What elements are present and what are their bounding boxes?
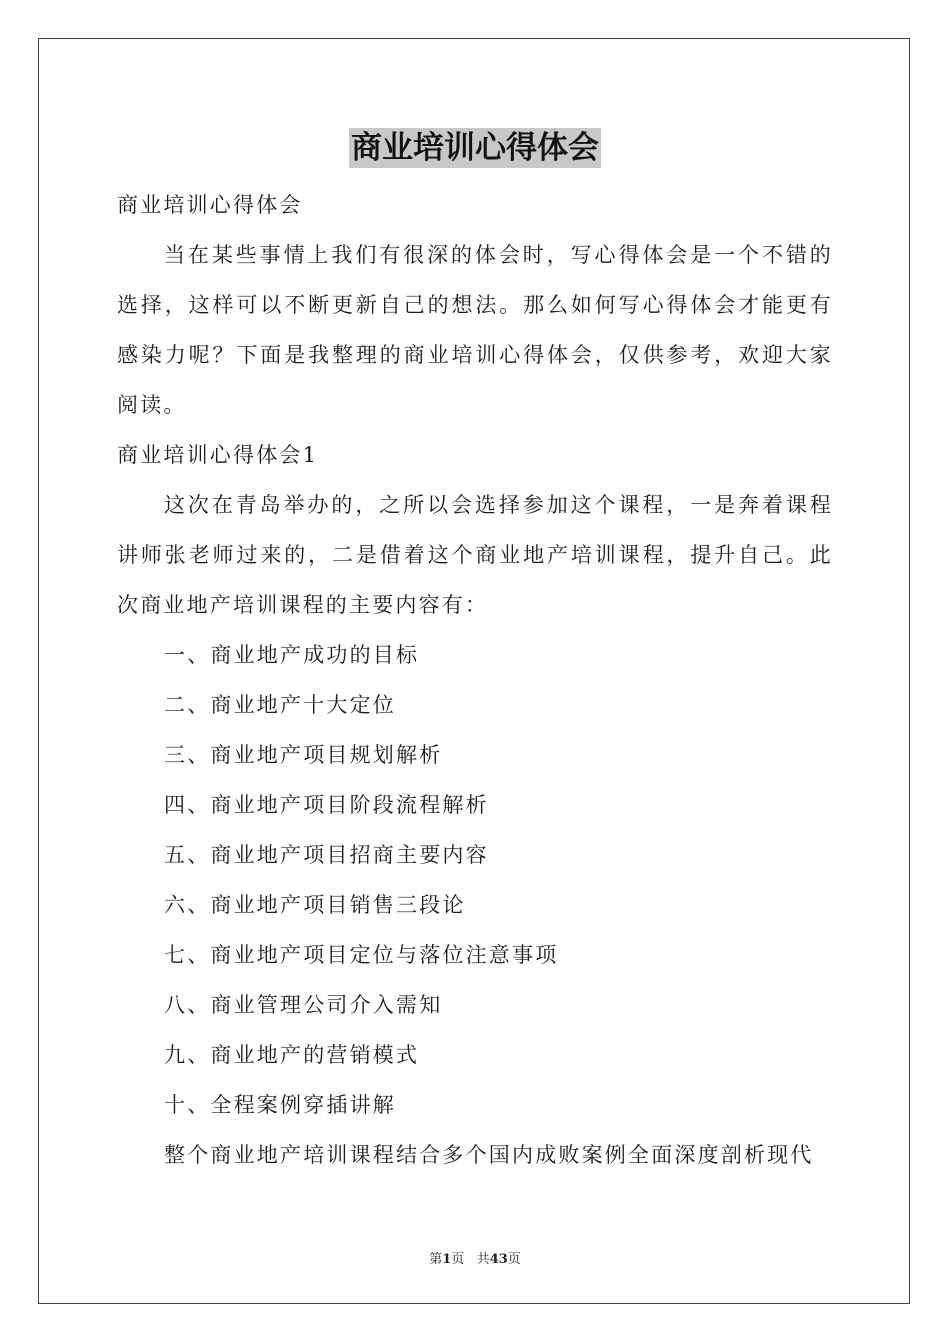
- paragraph: 五、商业地产项目招商主要内容: [164, 843, 489, 867]
- paragraph: 七、商业地产项目定位与落位注意事项: [164, 943, 559, 967]
- paragraph: 二、商业地产十大定位: [164, 693, 396, 717]
- paragraph: 商业培训心得体会1: [117, 443, 319, 467]
- paragraph: 一、商业地产成功的目标: [164, 643, 420, 667]
- paragraph: 三、商业地产项目规划解析: [164, 743, 443, 767]
- paragraph: 八、商业管理公司介入需知: [164, 993, 443, 1017]
- paragraph: 六、商业地产项目销售三段论: [164, 893, 466, 917]
- title-container: [0, 128, 950, 168]
- document-title: 商业培训心得体会: [351, 130, 599, 166]
- paragraph: 这次在青岛举办的，之所以会选择参加这个课程，一是奔着课程讲师张老师过来的，二是借着这个商业地产培训课程，提升自己。此次商业地产培训课程的主要内容有：: [117, 493, 833, 617]
- paragraph: 十、全程案例穿插讲解: [164, 1093, 396, 1117]
- document-body: [117, 180, 833, 1180]
- footer-total-prefix: 共: [476, 1252, 490, 1267]
- page-footer: [0, 1248, 950, 1267]
- footer-page-prefix: 第: [429, 1252, 443, 1267]
- footer-page-number: 1: [442, 1252, 452, 1267]
- paragraph: 商业培训心得体会: [117, 193, 303, 217]
- paragraph: 整个商业地产培训课程结合多个国内成败案例全面深度剖析现代: [164, 1143, 814, 1167]
- footer-page-suffix: 页: [451, 1252, 465, 1267]
- paragraph: 四、商业地产项目阶段流程解析: [164, 793, 489, 817]
- footer-total-suffix: 页: [507, 1252, 521, 1267]
- paragraph: 九、商业地产的营销模式: [164, 1043, 420, 1067]
- footer-total-pages: 43: [489, 1252, 508, 1267]
- paragraph: 当在某些事情上我们有很深的体会时，写心得体会是一个不错的选择，这样可以不断更新自己的想法。那么如何写心得体会才能更有感染力呢？下面是我整理的商业培训心得体会，仅供参考，欢迎大家阅读。: [117, 243, 833, 417]
